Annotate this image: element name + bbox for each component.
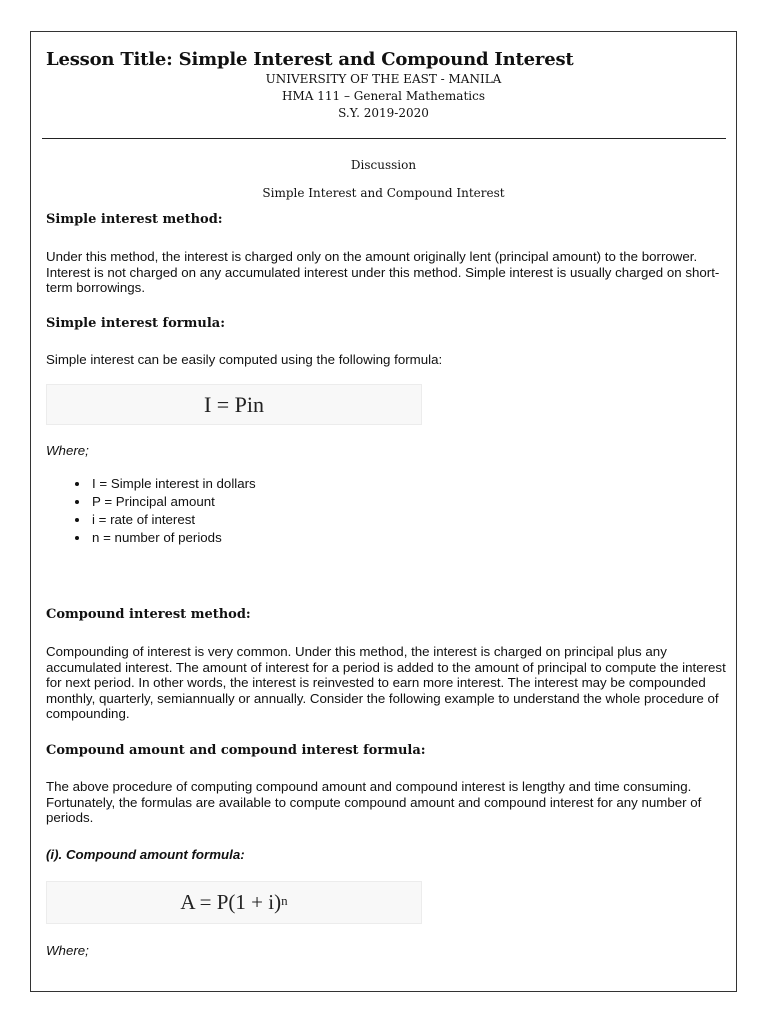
compound-formula-text: The above procedure of computing compound amount and compound interest is lengthy and time consuming. Fortunately, the formulas are available to compute compound amount and compound interest for any number of periods.	[46, 779, 702, 825]
list-item: • i = rate of interest	[90, 511, 256, 529]
compound-where-label: Where;	[46, 943, 89, 958]
university-name: UNIVERSITY OF THE EAST - MANILA	[265, 72, 502, 86]
compound-formula-exponent: n	[281, 892, 288, 908]
simple-method-text: Under this method, the interest is charged only on the amount originally lent (principal amount) to the borrower. Interest is not charged on any accumulated interest under this method. Simple interest is usually charged on short-term borrowings.	[46, 249, 720, 295]
simple-interest-formula	[46, 384, 422, 425]
header-divider	[42, 138, 726, 139]
compound-method-text: Compounding of interest is very common. Under this method, the interest is charged on principal plus any accumulated interest. The amount of interest for a period is added to the amount of principal to compute the interest for next period. In other words, the interest is reinvested to earn more interest. The interest may be compounded monthly, quarterly, semiannually or annually. Consider the following example to understand the whole procedure of compounding.	[46, 644, 726, 721]
discussion-label: Discussion	[350, 158, 417, 172]
compound-formula-base: A = P(1 + i)	[180, 890, 282, 914]
simple-where-label: Where;	[46, 443, 89, 458]
simple-formula-intro: Simple interest can be easily computed using the following formula:	[46, 352, 443, 367]
compound-method-heading: Compound interest method:	[46, 607, 251, 622]
list-item: • n = number of periods	[90, 529, 256, 547]
compound-amount-formula	[46, 881, 422, 924]
discussion-subtitle: Simple Interest and Compound Interest	[262, 186, 505, 200]
variable-list	[46, 475, 256, 547]
course-name: HMA 111 – General Mathematics	[282, 89, 485, 103]
simple-formula-text: I = Pin	[203, 391, 265, 417]
compound-formula-heading: Compound amount and compound interest formula:	[46, 743, 426, 758]
list-item: • P = Principal amount	[90, 493, 256, 511]
simple-method-heading: Simple interest method:	[46, 212, 223, 227]
lesson-title: Lesson Title: Simple Interest and Compound Interest	[46, 49, 574, 70]
simple-formula-heading: Simple interest formula:	[46, 316, 226, 331]
school-year: S.Y. 2019-2020	[338, 106, 429, 120]
list-item: • I = Simple interest in dollars	[90, 475, 256, 493]
compound-amount-subheading: (i). Compound amount formula:	[46, 847, 245, 862]
document-page	[30, 31, 737, 992]
